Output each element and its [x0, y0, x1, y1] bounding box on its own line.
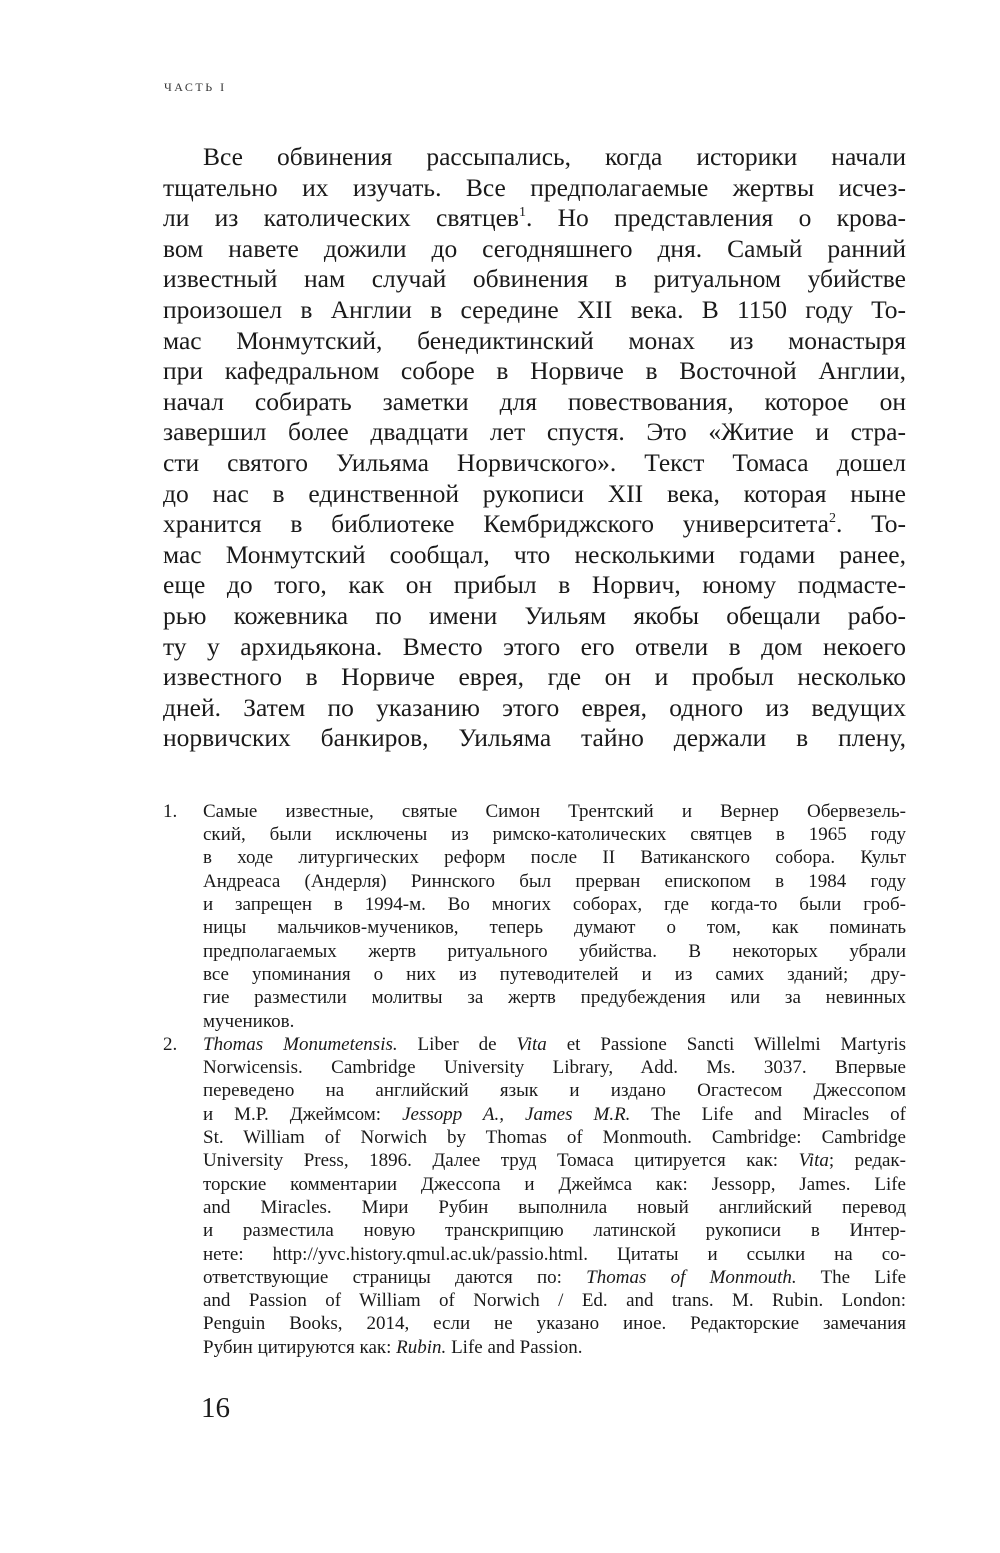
- text-run: дней. Затем по указанию этого еврея, одного из ведущих: [163, 692, 906, 722]
- text-run: при кафедральном соборе в Норвиче в Восточной Англии,: [163, 356, 906, 386]
- text-run: мучеников.: [203, 1010, 295, 1032]
- italic-text: Vita: [798, 1150, 829, 1172]
- text-run: все упоминания о них из путеводителей и из самих зданий; дру-: [203, 963, 906, 985]
- text-run: известного в Норвиче еврея, где он и пробыл несколько: [163, 662, 906, 692]
- text-run: вом навете дожили до сегодняшнего дня. Самый ранний: [163, 233, 906, 263]
- text-run: и М.Р. Джеймсом:: [203, 1103, 403, 1125]
- text-run: и запрещен в 1994-м. Во многих соборах, где когда-то были гроб-: [203, 894, 906, 916]
- text-run: and Passion of William of Norwich / Ed. and trans. M. Rubin. London:: [203, 1290, 906, 1312]
- footnote-reference: 1: [518, 205, 526, 221]
- text-run: and Miracles. Мири Рубин выполнила новый английский перевод: [203, 1196, 906, 1218]
- text-line: [163, 723, 906, 754]
- text-line: [203, 963, 906, 986]
- text-line: [203, 1219, 906, 1242]
- text-line: [203, 1056, 906, 1079]
- text-run: известный нам случай обвинения в ритуальном убийстве: [163, 264, 906, 294]
- text-line: [163, 326, 906, 357]
- text-line: [163, 479, 906, 510]
- text-run: The Life: [796, 1266, 906, 1288]
- text-line: [163, 295, 906, 326]
- text-line: [163, 509, 906, 540]
- italic-text: Thomas of Monmouth.: [586, 1266, 797, 1288]
- text-line: [203, 1149, 906, 1172]
- text-run: мас Монмутский, бенедиктинский монах из монастыря: [163, 325, 906, 355]
- text-run: начал собирать заметки для повествования, которое он: [163, 386, 906, 416]
- text-line: [163, 448, 906, 479]
- text-run: переведено на английский язык и издано Огастесом Джессопом: [203, 1080, 906, 1102]
- text-run: предполагаемых жертв ритуального убийства. В некоторых убрали: [203, 940, 906, 962]
- text-line: [203, 1010, 906, 1033]
- text-run: St. William of Norwich by Thomas of Monmouth. Cambridge: Cambridge: [203, 1127, 906, 1149]
- text-line: [203, 1266, 906, 1289]
- text-run: еще до того, как он прибыл в Норвич, юному подмасте-: [163, 570, 906, 600]
- text-run: тщательно их изучать. Все предполагаемые жертвы исчез-: [163, 172, 906, 202]
- footnote: [163, 800, 906, 1033]
- text-run: до нас в единственной рукописи XII века, которая ныне: [163, 478, 906, 508]
- footnote-number: 1.: [163, 800, 178, 822]
- text-run: . Но представления о крова-: [525, 203, 906, 233]
- footnote-number: 2.: [163, 1033, 178, 1055]
- text-line: [163, 601, 906, 632]
- text-line: [163, 417, 906, 448]
- text-run: . То-: [835, 509, 906, 539]
- text-run: Андреаса (Андерля) Риннского был прерван епископом в 1984 году: [203, 870, 906, 892]
- text-line: [203, 846, 906, 869]
- text-line: [203, 893, 906, 916]
- text-line: [203, 1289, 906, 1312]
- text-run: Life and Passion.: [446, 1336, 583, 1358]
- text-run: Norwicensis. Cambridge University Library, Add. Ms. 3037. Впервые: [203, 1057, 906, 1079]
- text-line: [163, 356, 906, 387]
- text-line: [203, 1312, 906, 1335]
- text-line: [203, 940, 906, 963]
- footnote: [163, 1033, 906, 1359]
- text-line: [203, 916, 906, 939]
- text-run: ский, были исключены из римско-католических святцев в 1965 году: [203, 824, 906, 846]
- text-line: [203, 1126, 906, 1149]
- main-text: [163, 142, 906, 754]
- page-number: 16: [201, 1392, 230, 1424]
- running-head: ЧАСТЬ I: [164, 80, 227, 94]
- text-run: ту у архидьякона. Вместо этого его отвели в дом некоего: [163, 631, 906, 661]
- text-run: сти святого Уильяма Норвичского». Текст Томаса дошел: [163, 447, 906, 477]
- text-run: норвичских банкиров, Уильяма тайно держали в плену,: [163, 723, 906, 753]
- text-line: [163, 540, 906, 571]
- page-body: [163, 142, 906, 1359]
- text-run: ответствующие страницы даются по:: [203, 1266, 587, 1288]
- text-line: [203, 1196, 906, 1219]
- text-run: Liber de: [397, 1033, 517, 1055]
- text-line: [203, 986, 906, 1009]
- text-run: и разместила новую транскрипцию латинской рукописи в Интер-: [203, 1220, 906, 1242]
- text-run: ; редак-: [828, 1150, 906, 1172]
- text-line: [163, 570, 906, 601]
- text-line: [203, 1243, 906, 1266]
- text-line: [163, 173, 906, 204]
- footnote-reference: 2: [828, 511, 836, 527]
- footnotes: [163, 800, 906, 1359]
- text-line: [163, 632, 906, 663]
- text-run: гие разместили молитвы за жертв предубеждения или за невинных: [203, 987, 906, 1009]
- text-run: et Passione Sancti Willelmi Martyris: [546, 1033, 906, 1055]
- text-run: мас Монмутский сообщал, что несколькими годами ранее,: [163, 539, 906, 569]
- text-line: [163, 662, 906, 693]
- text-run: рью кожевника по имени Уильям якобы обещали рабо-: [163, 600, 906, 630]
- text-run: Рубин цитируются как:: [203, 1336, 397, 1358]
- text-run: торские комментарии Джессопа и Джеймса как: Jessopp, James. Life: [203, 1173, 906, 1195]
- text-run: произошел в Англии в середине XII века. В 1150 году То-: [163, 294, 906, 324]
- text-line: [163, 234, 906, 265]
- text-line: [203, 800, 906, 823]
- text-run: завершил более двадцати лет спустя. Это «Житие и стра-: [163, 417, 906, 447]
- text-line: [163, 203, 906, 234]
- text-run: ницы мальчиков-мучеников, теперь думают о том, как поминать: [203, 917, 906, 939]
- text-line: [203, 1336, 906, 1359]
- text-run: ли из католических святцев: [163, 203, 519, 233]
- italic-text: Jessopp A., James M.R.: [402, 1103, 631, 1125]
- text-run: Самые известные, святые Симон Трентский и Вернер Обервезель-: [203, 800, 906, 822]
- italic-text: Vita: [516, 1033, 547, 1055]
- text-run: в ходе литургических реформ после II Ватиканского собора. Культ: [203, 847, 906, 869]
- italic-text: Thomas Monumetensis.: [203, 1033, 398, 1055]
- text-line: [163, 264, 906, 295]
- text-line: [203, 1103, 906, 1126]
- text-line: [203, 870, 906, 893]
- text-run: Penguin Books, 2014, если не указано иное. Редакторские замечания: [203, 1313, 906, 1335]
- text-line: [203, 1173, 906, 1196]
- text-line: [163, 693, 906, 724]
- text-line: [203, 1079, 906, 1102]
- italic-text: Rubin.: [396, 1336, 447, 1358]
- text-line: [163, 387, 906, 418]
- text-run: Все обвинения рассыпались, когда историки начали: [203, 142, 906, 171]
- text-line: [203, 1033, 906, 1056]
- text-run: University Press, 1896. Далее труд Томаса цитируется как:: [203, 1150, 799, 1172]
- text-run: The Life and Miracles of: [630, 1103, 906, 1125]
- text-line: [163, 142, 906, 173]
- text-run: нете: http://yvc.history.qmul.ac.uk/passio.html. Цитаты и ссылки на со-: [203, 1243, 906, 1265]
- text-line: [203, 823, 906, 846]
- text-run: хранится в библиотеке Кембриджского университета: [163, 509, 829, 539]
